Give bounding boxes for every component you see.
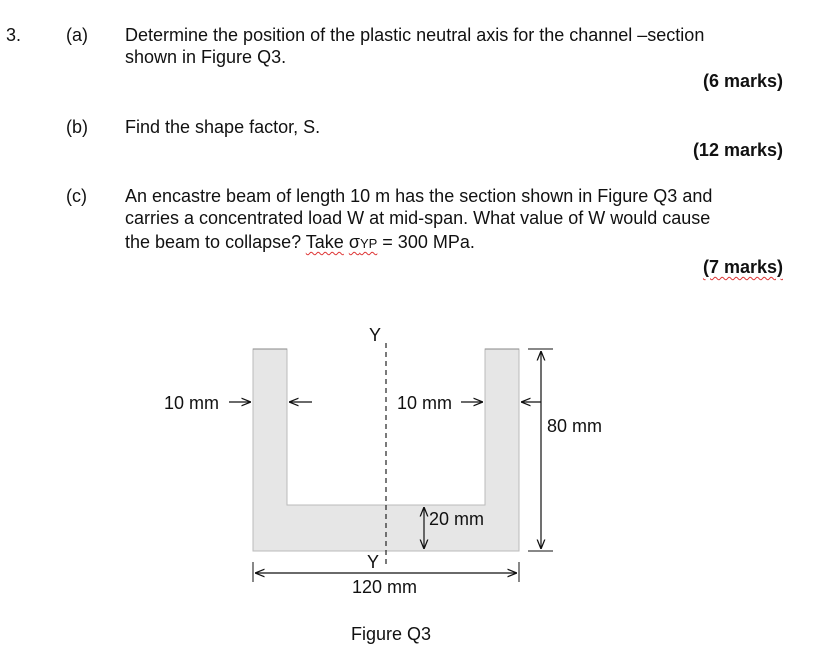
- take-word: Take: [305, 232, 344, 252]
- height-label: 80 mm: [547, 416, 603, 436]
- web-label: 20 mm: [429, 509, 485, 529]
- part-b-marks: (12 marks): [692, 140, 783, 160]
- part-a-line-2: shown in Figure Q3.: [125, 47, 287, 67]
- part-c-line-1: An encastre beam of length 10 m has the section shown in Figure Q3 and: [125, 186, 713, 206]
- part-b-line-1: Find the shape factor, S.: [125, 117, 321, 137]
- part-c-line-3-post: = 300 MPa.: [377, 232, 475, 252]
- part-c-label: (c): [66, 186, 87, 206]
- part-a-marks: (6 marks): [702, 71, 783, 91]
- axis-label-bottom: Y: [367, 552, 380, 572]
- width-label: 120 mm: [352, 577, 418, 597]
- part-b-label: (b): [66, 117, 88, 137]
- axis-label-top: Y: [369, 325, 382, 345]
- part-a-label: (a): [66, 25, 88, 45]
- part-c-line-2: carries a concentrated load W at mid-span. What value of W would cause: [125, 208, 711, 228]
- sigma-symbol: σYP: [348, 232, 378, 252]
- figure-caption: Figure Q3: [351, 624, 432, 644]
- part-c-line-3-pre: the beam to collapse?: [125, 232, 306, 252]
- part-c-marks: (7 marks): [702, 257, 783, 277]
- part-a-line-1: Determine the position of the plastic neutral axis for the channel –section: [125, 25, 705, 45]
- right-flange-label: 10 mm: [397, 393, 453, 413]
- left-flange-label: 10 mm: [164, 393, 220, 413]
- sigma-subscript: YP: [359, 236, 378, 251]
- question-number: 3.: [6, 25, 22, 45]
